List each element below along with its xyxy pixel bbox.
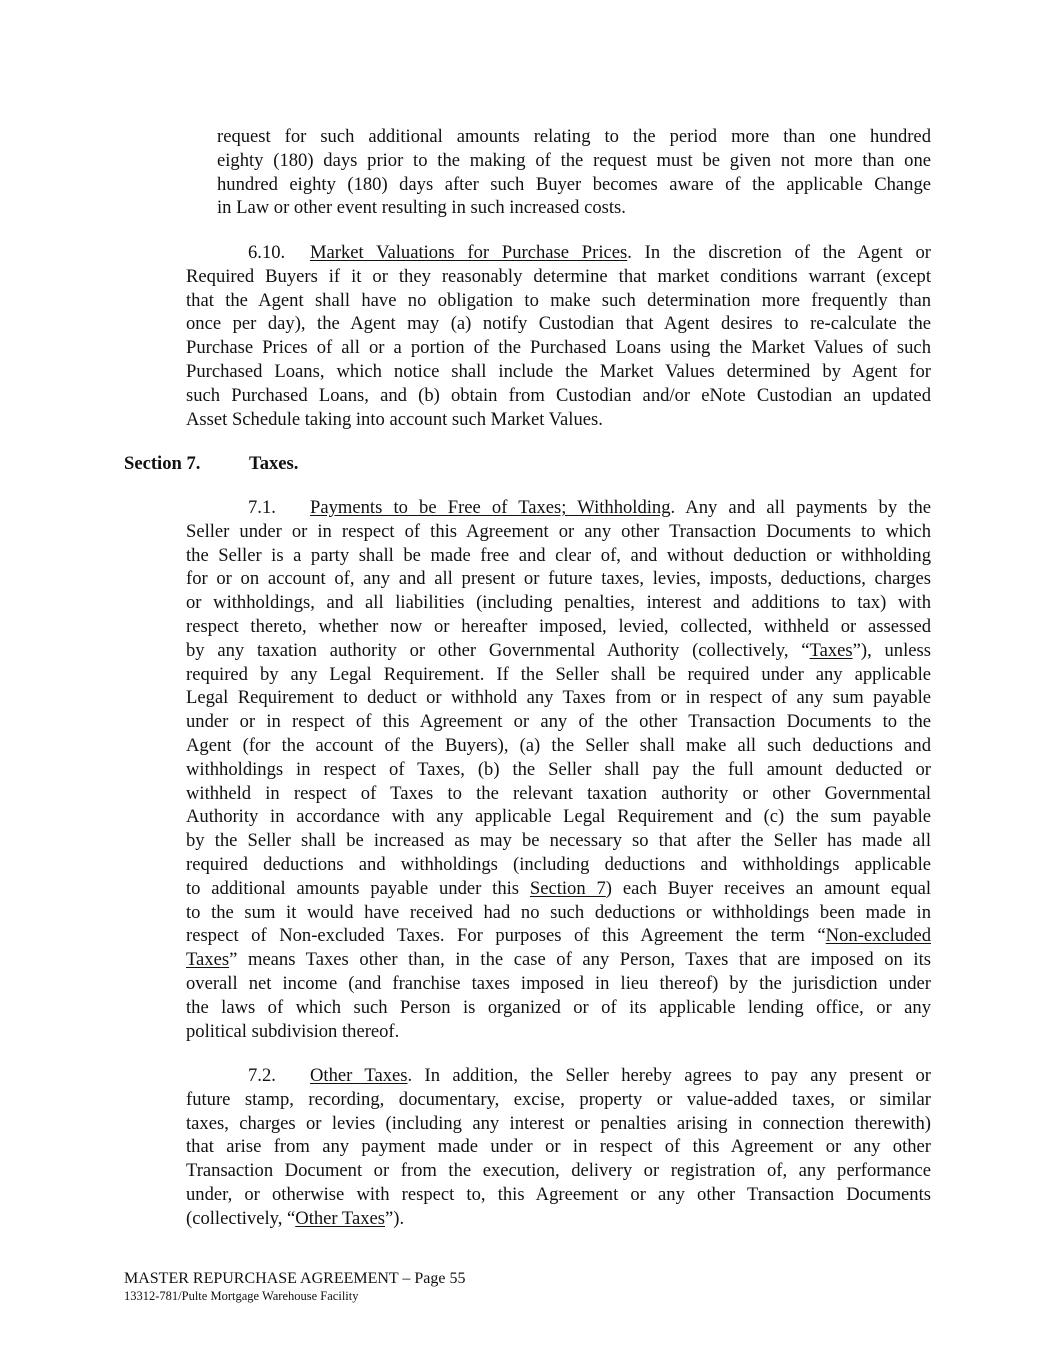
paragraph-line: Transaction Document or from the execution, delivery or registration of, any performance bbox=[186, 1160, 931, 1182]
paragraph-line: Purchased Loans, which notice shall include the Market Values determined by Agent for bbox=[186, 360, 931, 382]
paragraph-line: Purchase Prices of all or a portion of the Purchased Loans using the Market Values of such bbox=[186, 337, 931, 359]
section-6-10-paragraph bbox=[186, 241, 931, 431]
section-number: Section 7. bbox=[124, 453, 201, 474]
paragraph-line: in Law or other event resulting in such increased costs. bbox=[217, 197, 626, 219]
defined-term-non-excluded-taxes: Non-excluded bbox=[825, 925, 931, 947]
paragraph-text: respect of Non-excluded Taxes. For purposes of this Agreement the term “ bbox=[186, 925, 826, 947]
section-title: Taxes. bbox=[249, 453, 299, 474]
paragraph-line bbox=[186, 1207, 931, 1231]
section-7-2-paragraph bbox=[186, 1064, 931, 1231]
paragraph-first-line bbox=[186, 496, 931, 520]
paragraph-text: by any taxation authority or other Governmental Authority (collectively, “ bbox=[186, 639, 810, 661]
paragraph-text: ”), unless bbox=[852, 639, 931, 661]
paragraph-line: that the Agent shall have no obligation to make such determination more frequently than bbox=[186, 289, 931, 311]
paragraph-line: future stamp, recording, documentary, excise, property or value-added taxes, or similar bbox=[186, 1088, 931, 1110]
paragraph-line: Asset Schedule taking into account such Market Values. bbox=[186, 408, 603, 430]
paragraph-line: that arise from any payment made under or in respect of this Agreement or any other bbox=[186, 1136, 931, 1158]
section-number: 7.1. bbox=[248, 497, 276, 518]
footer-title: MASTER REPURCHASE AGREEMENT – Page 55 bbox=[124, 1270, 466, 1287]
paragraph-line: hundred eighty (180) days after such Buyer becomes aware of the applicable Change bbox=[217, 173, 931, 195]
paragraph-line: Authority in accordance with any applicable Legal Requirement and (c) the sum payable bbox=[186, 806, 931, 828]
paragraph-line: withheld in respect of Taxes to the relevant taxation authority or other Governmental bbox=[186, 782, 931, 804]
section-7-reference: Section 7 bbox=[529, 877, 606, 899]
section-number: 7.2. bbox=[248, 1065, 276, 1086]
section-heading: Payments to be Free of Taxes; Withholding bbox=[310, 497, 671, 518]
paragraph-first-line bbox=[186, 1064, 931, 1088]
paragraph-line bbox=[186, 639, 931, 663]
defined-term-taxes: Taxes bbox=[809, 639, 853, 661]
paragraph-line: political subdivision thereof. bbox=[186, 1020, 400, 1042]
paragraph-line: the Seller is a party shall be made free and clear of, and without deduction or withholding bbox=[186, 544, 931, 566]
paragraph-line: eighty (180) days prior to the making of the request must be given not more than one bbox=[217, 149, 931, 171]
paragraph-line: overall net income (and franchise taxes imposed in lieu thereof) by the jurisdiction under bbox=[186, 972, 931, 994]
section-heading: Other Taxes bbox=[310, 1065, 408, 1086]
paragraph-text: ”). bbox=[385, 1207, 405, 1229]
paragraph-line: such Purchased Loans, and (b) obtain from Custodian and/or eNote Custodian an updated bbox=[186, 384, 931, 406]
paragraph-text: . In addition, the Seller hereby agrees to pay any present or bbox=[407, 1065, 932, 1086]
paragraph-first-line bbox=[186, 241, 931, 265]
paragraph-line: for or on account of, any and all present or future taxes, levies, imposts, deductions, charges bbox=[186, 568, 931, 590]
paragraph-text: ” means Taxes other than, in the case of any Person, Taxes that are imposed on its bbox=[229, 949, 931, 971]
section-7-1-paragraph bbox=[186, 496, 931, 1043]
footer-reference: 13312-781/Pulte Mortgage Warehouse Facility bbox=[124, 1289, 359, 1303]
paragraph-line: required by any Legal Requirement. If the Seller shall be required under any applicable bbox=[186, 663, 931, 685]
paragraph-line bbox=[186, 877, 931, 901]
paragraph-line: request for such additional amounts relating to the period more than one hundred bbox=[217, 126, 931, 147]
paragraph-line: required deductions and withholdings (including deductions and withholdings applicable bbox=[186, 853, 931, 875]
section-heading: Market Valuations for Purchase Prices bbox=[310, 242, 628, 263]
paragraph-line: or withholdings, and all liabilities (including penalties, interest and additions to tax) with bbox=[186, 592, 931, 614]
paragraph-line: withholdings in respect of Taxes, (b) the Seller shall pay the full amount deducted or bbox=[186, 758, 931, 780]
paragraph-line: under or in respect of this Agreement or any of the other Transaction Documents to the bbox=[186, 711, 931, 733]
paragraph-line: Agent (for the account of the Buyers), (a) the Seller shall make all such deductions and bbox=[186, 734, 931, 756]
paragraph-text: ) each Buyer receives an amount equal bbox=[605, 877, 932, 899]
section-7-heading bbox=[124, 452, 298, 476]
paragraph-line: once per day), the Agent may (a) notify Custodian that Agent desires to re-calculate the bbox=[186, 313, 931, 335]
paragraph-text: . In the discretion of the Agent or bbox=[627, 242, 931, 263]
paragraph-text: to additional amounts payable under this bbox=[186, 877, 530, 899]
section-number: 6.10. bbox=[248, 242, 286, 263]
paragraph-line: the laws of which such Person is organized or of its applicable lending office, or any bbox=[186, 996, 931, 1018]
defined-term-other-taxes: Other Taxes bbox=[295, 1207, 386, 1229]
paragraph-line: Required Buyers if it or they reasonably determine that market conditions warrant (except bbox=[186, 265, 931, 287]
paragraph-line: to the sum it would have received had no such deductions or withholdings been made in bbox=[186, 901, 931, 923]
paragraph-text: (collectively, “ bbox=[186, 1207, 296, 1229]
paragraph-line: respect thereto, whether now or hereafter imposed, levied, collected, withheld or assessed bbox=[186, 615, 931, 637]
paragraph-line: under, or otherwise with respect to, this Agreement or any other Transaction Documents bbox=[186, 1183, 931, 1205]
paragraph-line bbox=[186, 924, 931, 948]
paragraph-line bbox=[186, 948, 931, 972]
paragraph-line: by the Seller shall be increased as may be necessary so that after the Seller has made all bbox=[186, 830, 931, 852]
paragraph-line: taxes, charges or levies (including any interest or penalties arising in connection therewith) bbox=[186, 1112, 931, 1134]
continuation-paragraph bbox=[217, 125, 931, 220]
paragraph-text: . Any and all payments by the bbox=[670, 497, 931, 518]
paragraph-line: Legal Requirement to deduct or withhold any Taxes from or in respect of any sum payable bbox=[186, 687, 931, 709]
paragraph-line: Seller under or in respect of this Agreement or any other Transaction Documents to which bbox=[186, 520, 931, 542]
defined-term-non-excluded-taxes: Taxes bbox=[186, 949, 230, 971]
